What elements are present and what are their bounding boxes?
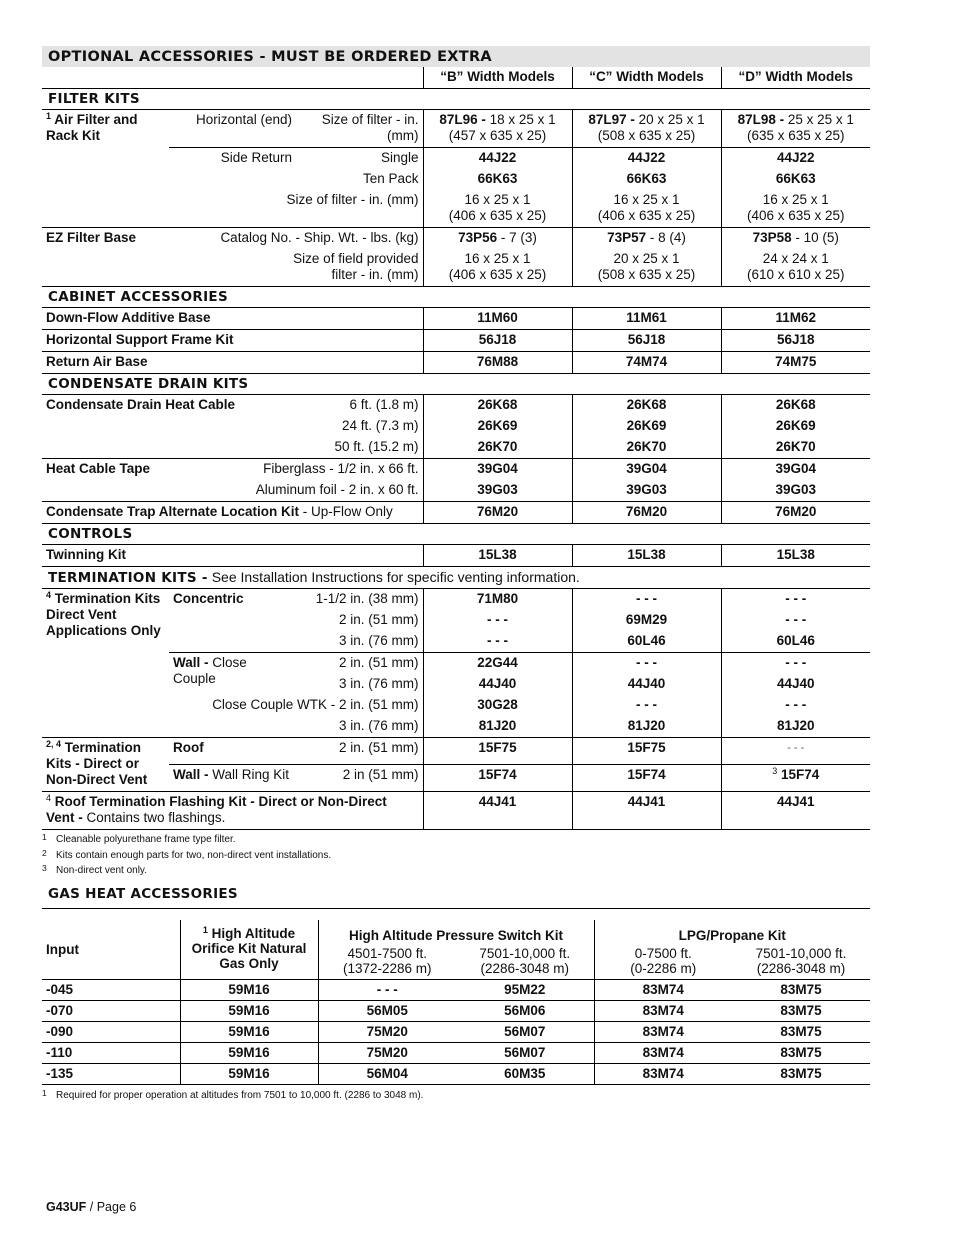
table-row [42, 1064, 870, 1085]
row-label: Down-Flow Additive Base [46, 310, 211, 325]
table-cell: 39G04 [423, 459, 572, 481]
table-cell: 83M74 [594, 980, 732, 1001]
field-filter-label: Size of field provided filter - in. (mm) [293, 251, 419, 282]
table-cell: 16 x 25 x 1 (406 x 635 x 25) [423, 190, 572, 228]
ez-filter-label: EZ Filter Base [42, 228, 169, 287]
direct-vent-label: $^4$ Termination Kits Direct Vent Applications Only [46, 590, 161, 638]
spec-cell: 24 ft. (7.3 m) [341, 418, 419, 433]
side-return-label: Side Return [169, 148, 296, 170]
table-cell: 26K68 [423, 395, 572, 417]
table-cell: 44J22 [572, 148, 721, 170]
sub-header: 7501-10,000 ft. (2286-3048 m) [479, 946, 571, 976]
table-cell: 15L38 [423, 545, 572, 567]
table-cell: 83M75 [732, 980, 870, 1001]
table-cell: 56M07 [456, 1022, 594, 1043]
table-cell: 44J41 [572, 792, 721, 830]
table-cell: 15F74 [572, 765, 721, 792]
table-cell: 60M35 [456, 1064, 594, 1085]
table-cell: 56J18 [572, 330, 721, 352]
footnote: 2 Kits contain enough parts for two, non-direct vent installations. [42, 847, 332, 861]
table-cell: - - - [721, 695, 870, 716]
spec-cell: 50 ft. (15.2 m) [334, 439, 419, 454]
table-row [42, 980, 870, 1001]
table-row [42, 1043, 870, 1064]
table-cell: 44J41 [721, 792, 870, 830]
table-cell: 26K70 [572, 437, 721, 459]
spec-cell: 3 in. (76 mm) [338, 718, 419, 733]
table-cell: 76M88 [423, 352, 572, 374]
wall-ring-label: Wall - Wall Ring Kit [169, 765, 296, 792]
table-cell: 66K63 [423, 169, 572, 190]
table-cell: 59M16 [180, 1043, 318, 1064]
table-cell: 76M20 [572, 502, 721, 524]
section-gas-heat: GAS HEAT ACCESSORIES [42, 886, 870, 909]
table-cell: - - - [572, 653, 721, 675]
table-cell: 20 x 25 x 1 (508 x 635 x 25) [572, 249, 721, 287]
table-cell: -110 [42, 1043, 180, 1064]
table-cell: 83M75 [732, 1022, 870, 1043]
single-label: Single [296, 148, 423, 170]
catalog-label: Catalog No. - Ship. Wt. - lbs. (kg) [169, 228, 423, 250]
spec-cell: 6 ft. (1.8 m) [349, 397, 419, 412]
table-cell: 95M22 [456, 980, 594, 1001]
table-cell: 16 x 25 x 1 (406 x 635 x 25) [423, 249, 572, 287]
roof-label: Roof [169, 738, 296, 765]
table-cell: 56J18 [721, 330, 870, 352]
table-cell: - - - [721, 738, 870, 765]
table-cell: 15F75 [572, 738, 721, 765]
table-cell: 44J40 [721, 674, 870, 695]
table-cell: - - - [423, 610, 572, 631]
table-cell: - - - [423, 631, 572, 653]
column-header-d: “D” Width Models [721, 67, 870, 89]
section-filter-kits: FILTER KITS [42, 89, 870, 110]
table-cell: 15F74 [423, 765, 572, 792]
table-cell: 44J40 [423, 674, 572, 695]
table-cell: 56M05 [318, 1001, 456, 1022]
table-cell: 39G03 [721, 480, 870, 502]
table-cell: 11M62 [721, 308, 870, 330]
orifice-header: $^1$ High Altitude Orifice Kit Natural Gas Only [180, 920, 318, 980]
trap-label: Condensate Trap Alternate Location Kit - Up-Flow Only [42, 502, 423, 524]
table-cell: 83M75 [732, 1064, 870, 1085]
table-cell: 22G44 [423, 653, 572, 675]
footnote: 1 Required for proper operation at altitudes from 7501 to 10,000 ft. (2286 to 3048 m). [42, 1088, 424, 1101]
table-cell: 73P56 - 7 (3) [423, 228, 572, 250]
flashing-label: $^4$ Roof Termination Flashing Kit - Direct or Non-Direct Vent - Contains two flashings. [42, 792, 423, 830]
lpg-header: LPG/Propane Kit [594, 920, 870, 943]
table-cell: 26K70 [423, 437, 572, 459]
spec-cell: Aluminum foil - 2 in. x 60 ft. [255, 482, 419, 497]
table-cell: 81J20 [572, 716, 721, 738]
table-cell: $^3$ 15F74 [721, 765, 870, 792]
table-cell: 83M75 [732, 1001, 870, 1022]
table-cell: 11M61 [572, 308, 721, 330]
spec-cell: 1-1/2 in. (38 mm) [315, 591, 419, 606]
spec-cell: 2 in (51 mm) [296, 765, 423, 792]
concentric-label: Concentric [173, 591, 244, 606]
spec-cell: 3 in. (76 mm) [338, 633, 419, 648]
table-cell: 26K70 [721, 437, 870, 459]
table-cell: 56M06 [456, 1001, 594, 1022]
table-cell: - - - [318, 980, 456, 1001]
spec-cell: Close Couple WTK - 2 in. (51 mm) [212, 697, 419, 712]
table-cell: 44J40 [572, 674, 721, 695]
table-cell: - - - [721, 610, 870, 631]
table-row [42, 1022, 870, 1043]
spec-cell: 2 in. (51 mm) [296, 738, 423, 765]
table-cell: 26K69 [423, 416, 572, 437]
table-cell: 83M75 [732, 1043, 870, 1064]
section-controls: CONTROLS [42, 524, 870, 545]
table-cell: 83M74 [594, 1064, 732, 1085]
table-cell: 75M20 [318, 1022, 456, 1043]
section-condensate: CONDENSATE DRAIN KITS [42, 374, 870, 395]
table-cell: 39G03 [423, 480, 572, 502]
filter-d-cell: 87L98 - 25 x 25 x 1 (635 x 635 x 25) [721, 110, 870, 148]
table-cell: 83M74 [594, 1043, 732, 1064]
table-cell: 59M16 [180, 1001, 318, 1022]
table-cell: 83M74 [594, 1022, 732, 1043]
filter-c-cell: 87L97 - 20 x 25 x 1 (508 x 635 x 25) [572, 110, 721, 148]
sub-header: 7501-10,000 ft. (2286-3048 m) [755, 946, 847, 976]
table-cell: 69M29 [572, 610, 721, 631]
heat-cable-label: Condensate Drain Heat Cable [46, 397, 236, 412]
non-direct-vent-label: $^{2, 4}$ Termination Kits - Direct or Non-Direct Vent [42, 738, 169, 792]
table-cell: 16 x 25 x 1 (406 x 635 x 25) [572, 190, 721, 228]
table-cell: 73P58 - 10 (5) [721, 228, 870, 250]
column-header-c: “C” Width Models [572, 67, 721, 89]
table-cell: 66K63 [721, 169, 870, 190]
spec-cell: Fiberglass - 1/2 in. x 66 ft. [169, 459, 423, 481]
ten-pack-label: Ten Pack [362, 171, 419, 186]
spec-cell: 2 in. (51 mm) [296, 653, 423, 675]
table-cell: -045 [42, 980, 180, 1001]
horizontal-label: Horizontal (end) [195, 112, 292, 127]
page-footer: G43UF / Page 6 [46, 1200, 137, 1214]
section-cabinet: CABINET ACCESSORIES [42, 287, 870, 308]
sub-header: 4501-7500 ft. (1372-2286 m) [318, 943, 456, 980]
table-cell: 81J20 [423, 716, 572, 738]
table-cell: - - - [572, 589, 721, 611]
table-cell: 71M80 [423, 589, 572, 611]
table-cell: 74M74 [572, 352, 721, 374]
heat-cable-tape-label: Heat Cable Tape [42, 459, 169, 502]
table-cell: 39G04 [721, 459, 870, 481]
table-cell: 26K69 [572, 416, 721, 437]
table-cell: 26K68 [721, 395, 870, 417]
table-cell: 56J18 [423, 330, 572, 352]
table-cell: 75M20 [318, 1043, 456, 1064]
table-cell: 76M20 [721, 502, 870, 524]
accessories-page [42, 46, 870, 878]
footnote: 1 Cleanable polyurethane frame type filter. [42, 832, 236, 845]
table-cell: - - - [572, 695, 721, 716]
table-cell: 15L38 [721, 545, 870, 567]
table-cell: 60L46 [572, 631, 721, 653]
column-header-b: “B” Width Models [423, 67, 572, 89]
table-cell: - - - [721, 589, 870, 611]
gas-heat-table [42, 920, 870, 1103]
input-header: Input [46, 942, 79, 957]
table-cell: 15F75 [423, 738, 572, 765]
table-cell: 81J20 [721, 716, 870, 738]
table-cell: 59M16 [180, 1064, 318, 1085]
table-cell: 74M75 [721, 352, 870, 374]
table-cell: 59M16 [180, 1022, 318, 1043]
table-cell: 83M74 [594, 1001, 732, 1022]
table-cell: -090 [42, 1022, 180, 1043]
row-label: Horizontal Support Frame Kit [42, 330, 423, 352]
table-cell: 59M16 [180, 980, 318, 1001]
table-cell: 15L38 [572, 545, 721, 567]
spec-cell: 3 in. (76 mm) [338, 676, 419, 691]
pressure-switch-header: High Altitude Pressure Switch Kit [318, 920, 594, 943]
table-cell: 44J41 [423, 792, 572, 830]
table-cell: 26K69 [721, 416, 870, 437]
table-cell: 11M60 [423, 308, 572, 330]
row-label: Twinning Kit [46, 547, 126, 562]
table-cell: 44J22 [423, 148, 572, 170]
table-cell: 76M20 [423, 502, 572, 524]
table-cell: 39G03 [572, 480, 721, 502]
table-cell: 24 x 24 x 1 (610 x 610 x 25) [721, 249, 870, 287]
spec-cell: 2 in. (51 mm) [338, 612, 419, 627]
table-cell: 66K63 [572, 169, 721, 190]
table-cell: -070 [42, 1001, 180, 1022]
table-row [42, 1001, 870, 1022]
filter-b-cell: 87L96 - 18 x 25 x 1 (457 x 635 x 25) [423, 110, 572, 148]
table-title: OPTIONAL ACCESSORIES - MUST BE ORDERED EXTRA [42, 46, 870, 67]
filter-size-label-2: Size of filter - in. (mm) [286, 192, 419, 207]
wall-close-couple-label: Wall - Close Couple [169, 653, 296, 696]
table-cell: 26K68 [572, 395, 721, 417]
table-cell: -135 [42, 1064, 180, 1085]
footnote: 3 Non-direct vent only. [42, 863, 147, 876]
section-termination: TERMINATION KITS - See Installation Instructions for specific venting information. [42, 567, 870, 589]
table-cell: 60L46 [721, 631, 870, 653]
sub-header: 0-7500 ft. (0-2286 m) [594, 943, 732, 980]
table-cell: 39G04 [572, 459, 721, 481]
row-label: Return Air Base [42, 352, 423, 374]
table-cell: 16 x 25 x 1 (406 x 635 x 25) [721, 190, 870, 228]
table-cell: 56M07 [456, 1043, 594, 1064]
table-cell: 44J22 [721, 148, 870, 170]
filter-size-label: Size of filter - in. (mm) [321, 112, 419, 143]
table-cell: - - - [721, 653, 870, 675]
optional-accessories-table [42, 46, 870, 878]
table-cell: 30G28 [423, 695, 572, 716]
table-cell: 56M04 [318, 1064, 456, 1085]
table-cell: 73P57 - 8 (4) [572, 228, 721, 250]
air-filter-label: $^1$ Air Filter and Rack Kit [46, 111, 138, 143]
